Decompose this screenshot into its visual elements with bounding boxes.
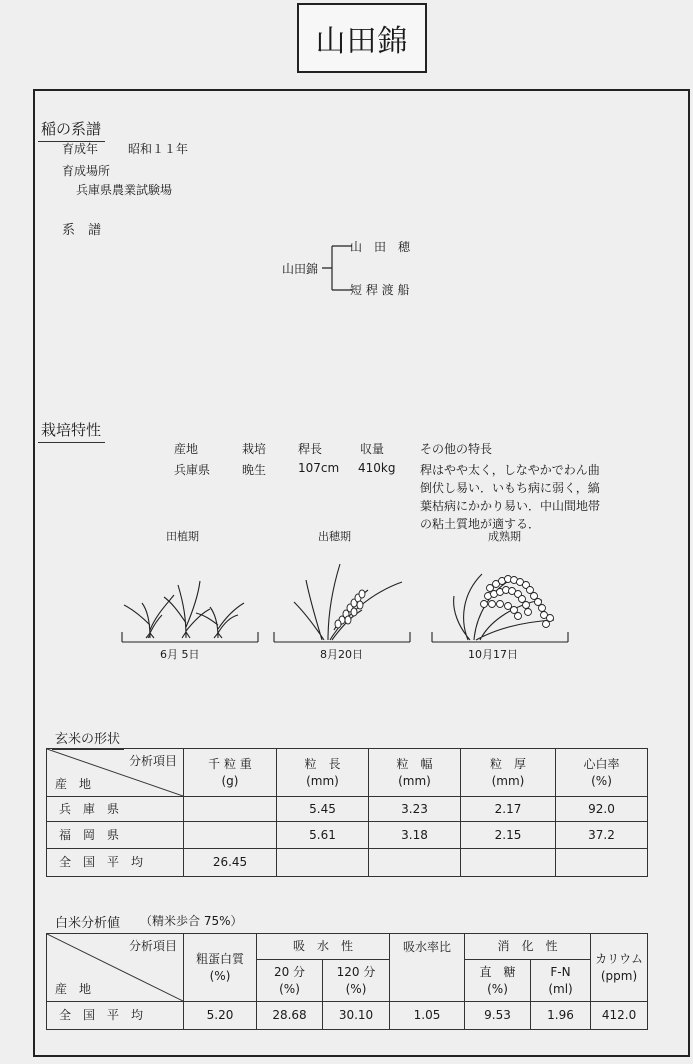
subheader-direct-sugar-unit: (%) bbox=[487, 981, 508, 996]
other-features-line: 葉枯病にかかり易い．中山間地帯 bbox=[420, 499, 601, 513]
column-header-width-unit: (mm) bbox=[398, 773, 431, 788]
breeding-year-value: 昭和１１年 bbox=[128, 142, 189, 156]
column-header-thickness-unit: (mm) bbox=[491, 773, 525, 788]
cultivation-header-region: 産地 bbox=[174, 442, 199, 456]
row-region: 兵 庫 県 bbox=[47, 797, 184, 822]
column-header-thickness bbox=[461, 749, 556, 797]
cultivation-header-culm: 稈長 bbox=[298, 442, 323, 456]
cell bbox=[369, 849, 461, 877]
stage-label-maturity: 成熟期 bbox=[488, 530, 521, 543]
subheader-fn-name: F-N bbox=[550, 965, 571, 980]
subheader-120min bbox=[323, 960, 390, 1002]
brown-rice-table bbox=[46, 748, 648, 877]
cell: 37.2 bbox=[556, 822, 648, 849]
column-header-weight-unit: (g) bbox=[221, 773, 239, 788]
breeding-year-label: 育成年 bbox=[62, 142, 99, 156]
cell: 2.17 bbox=[461, 797, 556, 822]
cultivation-value-region: 兵庫県 bbox=[174, 463, 211, 477]
pedigree-heading: 稲の系譜 bbox=[38, 118, 105, 142]
white-rice-table bbox=[46, 933, 648, 1030]
table-corner-cell bbox=[47, 934, 184, 1002]
cell bbox=[556, 849, 648, 877]
cultivation-value-yield: 410kg bbox=[358, 461, 396, 475]
cultivation-heading: 栽培特性 bbox=[38, 419, 105, 443]
table-header-row bbox=[47, 934, 648, 960]
cultivation-value-type: 晩生 bbox=[242, 463, 267, 477]
cell: 3.18 bbox=[369, 822, 461, 849]
column-header-width bbox=[369, 749, 461, 797]
breeding-place-label: 育成場所 bbox=[62, 164, 111, 178]
stage-date-maturity: 10月17日 bbox=[468, 648, 518, 661]
subheader-20min-unit: (%) bbox=[279, 981, 300, 996]
column-header-weight-name: 千 粒 重 bbox=[208, 757, 252, 772]
table-row bbox=[47, 1002, 648, 1030]
subheader-fn bbox=[531, 960, 591, 1002]
cultivation-value-culm: 107cm bbox=[298, 461, 340, 475]
cell: 1.05 bbox=[390, 1002, 465, 1030]
row-region: 全 国 平 均 bbox=[47, 849, 184, 877]
white-rice-note: （精米歩合 75%） bbox=[140, 914, 243, 928]
cell: 5.45 bbox=[277, 797, 369, 822]
breeding-place-value: 兵庫県農業試験場 bbox=[76, 183, 173, 197]
column-header-absorption-ratio: 吸水率比 bbox=[390, 934, 465, 1002]
table-row bbox=[47, 849, 648, 877]
stage-date-planting: 6月 5日 bbox=[160, 648, 200, 661]
subheader-20min-name: 20 分 bbox=[273, 965, 306, 980]
column-header-absorption: 吸 水 性 bbox=[257, 934, 390, 960]
subheader-20min bbox=[257, 960, 323, 1002]
page-title: 山田錦 bbox=[297, 3, 427, 73]
column-header-protein-unit: (%) bbox=[209, 968, 231, 983]
column-header-length bbox=[277, 749, 369, 797]
brown-rice-heading: 玄米の形状 bbox=[52, 728, 124, 750]
column-header-digestibility: 消 化 性 bbox=[465, 934, 591, 960]
seedling-illustration bbox=[120, 575, 260, 645]
other-features-line: 稈はやや太く，しなやかでわん曲 bbox=[420, 463, 600, 477]
column-header-white-core bbox=[556, 749, 648, 797]
subheader-fn-unit: (ml) bbox=[548, 981, 573, 996]
stage-label-heading: 出穂期 bbox=[318, 530, 351, 543]
row-region: 全 国 平 均 bbox=[47, 1002, 184, 1030]
cell: 412.0 bbox=[591, 1002, 648, 1030]
cultivation-header-yield: 収量 bbox=[360, 442, 385, 456]
column-header-potassium bbox=[591, 934, 648, 1002]
column-header-width-name: 粒 幅 bbox=[396, 757, 433, 772]
subheader-120min-unit: (%) bbox=[345, 981, 367, 996]
corner-label-items: 分析項目 bbox=[128, 754, 177, 768]
subheader-direct-sugar bbox=[465, 960, 531, 1002]
row-region: 福 岡 県 bbox=[47, 822, 184, 849]
cell bbox=[277, 849, 369, 877]
cell bbox=[461, 849, 556, 877]
maturity-stage-illustration bbox=[430, 560, 570, 645]
heading-stage-illustration bbox=[272, 560, 412, 645]
column-header-length-unit: (mm) bbox=[306, 773, 339, 788]
lineage-parent-2: 短 稈 渡 船 bbox=[350, 283, 410, 297]
column-header-weight bbox=[184, 749, 277, 797]
table-row bbox=[47, 822, 648, 849]
table-header-row bbox=[47, 749, 648, 797]
column-header-thickness-name: 粒 厚 bbox=[489, 757, 526, 772]
cell: 3.23 bbox=[369, 797, 461, 822]
table-row bbox=[47, 797, 648, 822]
cell bbox=[184, 822, 277, 849]
column-header-protein bbox=[184, 934, 257, 1002]
cell: 5.20 bbox=[184, 1002, 257, 1030]
lineage-label: 系 譜 bbox=[62, 223, 102, 238]
cell: 5.61 bbox=[277, 822, 369, 849]
other-features-line: 倒伏し易い．いもち病に弱く，縞 bbox=[420, 481, 600, 495]
cell: 28.68 bbox=[257, 1002, 323, 1030]
other-features-heading: その他の特長 bbox=[420, 442, 493, 456]
cell: 1.96 bbox=[531, 1002, 591, 1030]
lineage-connector bbox=[318, 240, 354, 296]
white-rice-heading: 白米分析値 bbox=[52, 912, 124, 934]
cell: 2.15 bbox=[461, 822, 556, 849]
cell: 9.53 bbox=[465, 1002, 531, 1030]
cultivation-header-type: 栽培 bbox=[242, 442, 267, 456]
stage-label-planting: 田植期 bbox=[166, 530, 199, 543]
table-corner-cell bbox=[47, 749, 184, 797]
cell bbox=[184, 797, 277, 822]
subheader-120min-name: 120 分 bbox=[336, 965, 376, 980]
column-header-potassium-unit: (ppm) bbox=[600, 968, 638, 983]
cell: 26.45 bbox=[184, 849, 277, 877]
corner-label-region: 産 地 bbox=[55, 776, 92, 791]
column-header-white-core-unit: (%) bbox=[591, 773, 612, 788]
subheader-direct-sugar-name: 直 糖 bbox=[479, 965, 516, 980]
corner-label-region: 産 地 bbox=[55, 981, 92, 996]
column-header-potassium-name: カリウム bbox=[595, 952, 643, 967]
lineage-child: 山田錦 bbox=[282, 262, 319, 276]
column-header-protein-name: 粗蛋白質 bbox=[195, 952, 244, 967]
corner-label-items: 分析項目 bbox=[128, 939, 177, 953]
cell: 30.10 bbox=[323, 1002, 390, 1030]
stage-date-heading: 8月20日 bbox=[320, 648, 363, 661]
other-features-line: の粘土質地が適する． bbox=[420, 517, 541, 531]
lineage-parent-1: 山 田 穂 bbox=[350, 240, 411, 254]
cell: 92.0 bbox=[556, 797, 648, 822]
column-header-white-core-name: 心白率 bbox=[583, 757, 620, 772]
column-header-length-name: 粒 長 bbox=[304, 757, 341, 772]
